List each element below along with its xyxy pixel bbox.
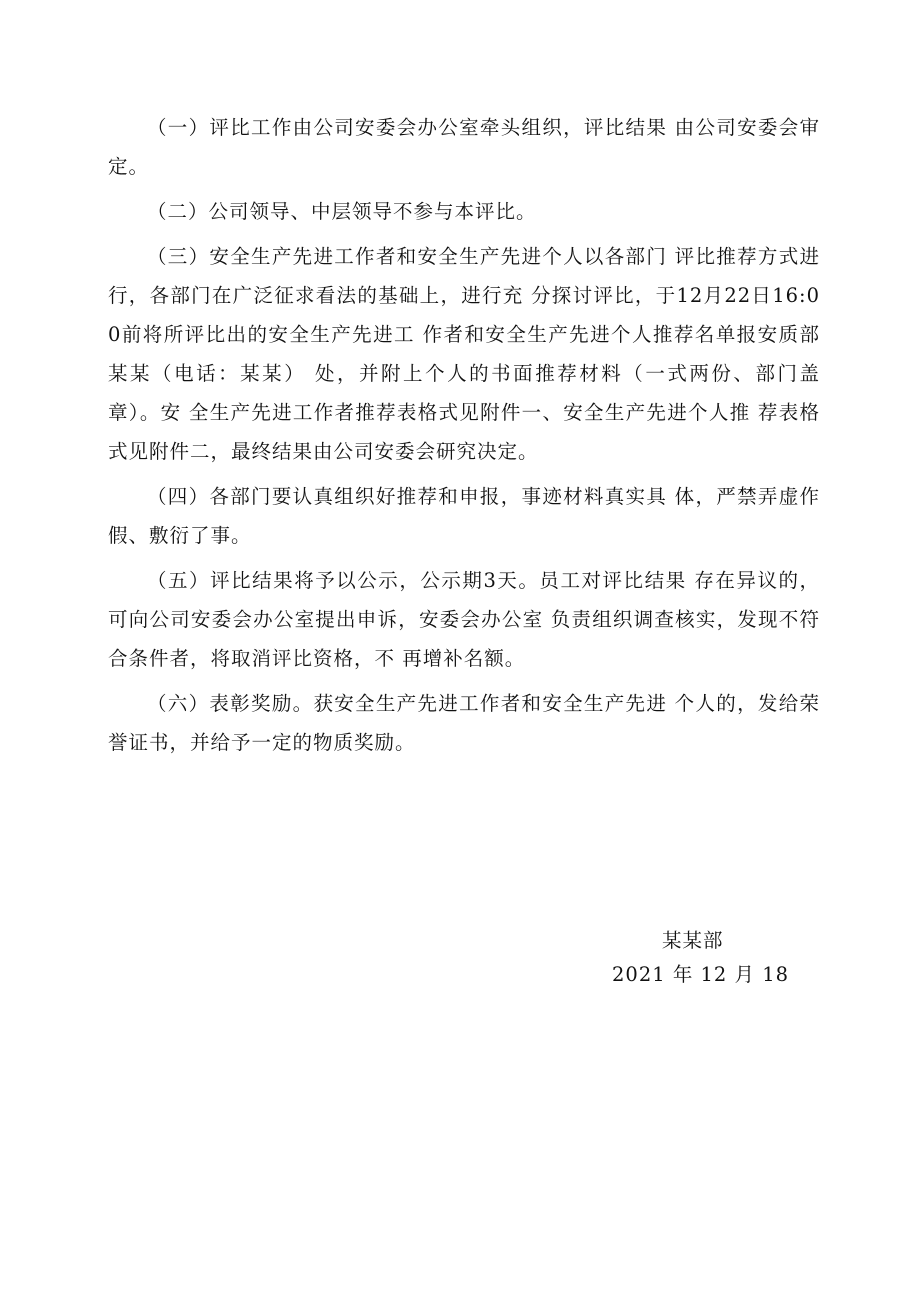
- paragraph-6: （六）表彰奖励。获安全生产先进工作者和安全生产先进 个人的，发给荣誉证书，并给予一定的物质奖励。: [108, 692, 820, 754]
- signature-organization: 某某部: [662, 929, 724, 952]
- paragraph-1: （一）评比工作由公司安委会办公室牵头组织，评比结果 由公司安委会审定。: [108, 116, 820, 178]
- paragraph-5: （五）评比结果将予以公示，公示期3天。员工对评比结果 存在异议的，可向公司安委会办公室提出申诉，安委会办公室 负责组织调查核实，发现不符合条件者，将取消评比资格，不 再增补名额。: [108, 569, 820, 670]
- signature-date: 2021 年 12 月 18: [612, 963, 790, 986]
- paragraph-4: （四）各部门要认真组织好推荐和申报，事迹材料真实具 体，严禁弄虚作假、敷衍了事。: [108, 485, 820, 547]
- signature-block: [0, 920, 920, 1000]
- paragraph-2: （二）公司领导、中层领导不参与本评比。: [147, 200, 537, 223]
- paragraph-3: （三）安全生产先进工作者和安全生产先进个人以各部门 评比推荐方式进行，各部门在广泛征求看法的基础上，进行充 分探讨评比，于12月22日16:00前将所评比出的安全生产先进工 作者和安全生产先进个人推荐名单报安质部某某（电话：某某） 处，并附上个人的书面推荐材料（一式两份、部门盖章）。安 全生产先进工作者推荐表格式见附件一、安全生产先进个人推 荐表格式见附件二，最终结果由公司安委会研究决定。: [108, 245, 820, 463]
- document-body: [108, 108, 820, 768]
